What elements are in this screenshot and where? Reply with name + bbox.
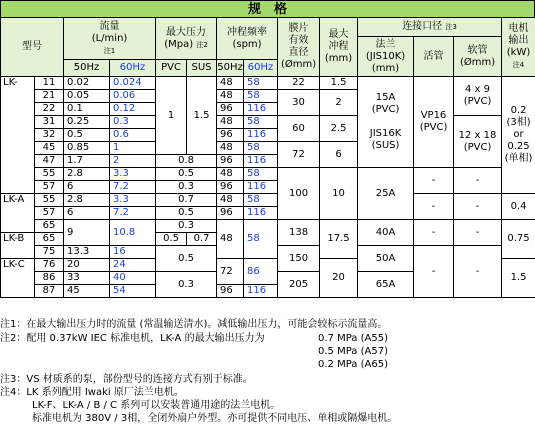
flow-60: 2 xyxy=(110,155,156,168)
flow-50: 2.8 xyxy=(64,168,110,181)
motor-cell: 0.4 xyxy=(502,194,535,220)
diaphragm-cell: 30 xyxy=(278,90,320,116)
spm-50: 96 xyxy=(217,181,244,194)
hose-cell: - xyxy=(454,220,502,246)
spm-50: 96 xyxy=(217,207,244,220)
model-cell: 86 xyxy=(35,272,64,285)
model-cell: 65 xyxy=(35,220,64,233)
model-cell: 55 xyxy=(35,168,64,181)
note-2: 注2：配用 0.37kW IEC 标准电机，LK-A 的最大输出压力为 xyxy=(0,332,265,345)
flow-60: 3.3 xyxy=(110,168,156,181)
stroke-cell: 2 xyxy=(320,90,358,116)
header-max-stroke: 最大 冲程 (mm) xyxy=(320,18,358,77)
header-motor: 电机 输出 (kW) 注4 xyxy=(502,18,535,77)
pressure-cell: 0.5 xyxy=(156,168,217,181)
note-3: 注3：VS 材质系的泵，部份型号的连接方式有别于标准。 xyxy=(0,373,253,386)
hose-cell: 12 x 18 (PVC) xyxy=(454,116,502,168)
header-flow-60hz: 60Hz xyxy=(110,60,156,77)
spm-50: 48 xyxy=(217,168,244,181)
stroke-cell: 17.5 xyxy=(320,220,358,259)
flange-cell: 40A xyxy=(358,220,414,246)
hose-cell: - xyxy=(454,194,502,220)
spec-table xyxy=(0,17,535,298)
model-cell: 21 xyxy=(35,90,64,103)
table-row xyxy=(1,77,535,90)
stroke-cell: 10 xyxy=(320,168,358,220)
flow-60: 16 xyxy=(110,246,156,259)
spm-60: 58 xyxy=(244,116,278,129)
header-pvc: PVC xyxy=(156,60,187,77)
pressure-pvc: 0.5 xyxy=(156,233,187,246)
spm-60: 58 xyxy=(244,90,278,103)
spm-60: 116 xyxy=(244,129,278,142)
flange-cell: 65A xyxy=(358,272,414,298)
spec-title-bar xyxy=(0,0,535,18)
flow-60: 0.3 xyxy=(110,116,156,129)
header-hose: 软管 (Ømm) xyxy=(454,37,502,77)
model-cell: 75 xyxy=(35,246,64,259)
flow-60: 3.3 xyxy=(110,194,156,207)
model-cell: 57 xyxy=(35,207,64,220)
header-spm-50hz: 50Hz xyxy=(217,60,244,77)
hose-cell: - xyxy=(454,168,502,194)
flow-60: 0.024 xyxy=(110,77,156,90)
flow-60: 0.12 xyxy=(110,103,156,116)
group-lka: LK-A xyxy=(1,194,35,233)
flow-60: 24 xyxy=(110,259,156,272)
flange-cell: 15A (PVC) JIS16K (SUS) xyxy=(358,77,414,168)
flow-50: 6 xyxy=(64,181,110,194)
flange-cell: 50A xyxy=(358,246,414,272)
pressure-cell: 0.5 xyxy=(156,207,217,220)
model-cell: 11 xyxy=(35,77,64,90)
diaphragm-cell: 100 xyxy=(278,168,320,220)
group-lkb: LK-B xyxy=(1,233,35,259)
flow-50: 1.7 xyxy=(64,155,110,168)
flow-60: 1 xyxy=(110,142,156,155)
spm-50: 48 xyxy=(217,90,244,103)
motor-cell: 0.75 xyxy=(502,220,535,259)
header-stroke-freq: 冲程频率 (spm) xyxy=(217,18,278,60)
flow-60: 7.2 xyxy=(110,207,156,220)
spm-50: 48 xyxy=(217,194,244,207)
socket-cell: VP16 (PVC) xyxy=(414,77,454,168)
spm-60: 58 xyxy=(244,168,278,181)
model-cell: 31 xyxy=(35,116,64,129)
spm-50: 96 xyxy=(217,155,244,168)
diaphragm-cell: 150 xyxy=(278,246,320,272)
stroke-cell: 1.5 xyxy=(320,77,358,90)
header-flange: 法兰 (JIS10K) (mm) xyxy=(358,37,414,77)
model-cell: 32 xyxy=(35,129,64,142)
spm-50: 48 xyxy=(217,116,244,129)
model-cell: 76 xyxy=(35,259,64,272)
spm-50: 48 xyxy=(217,77,244,90)
note-2-a65: 0.2 MPa (A65) xyxy=(318,358,388,371)
header-pressure: 最大压力 (Mpa) 注2 xyxy=(156,18,217,60)
diaphragm-cell: 138 xyxy=(278,220,320,246)
note-4-a: LK-F、LK-A / B / C 系列可以安装普通用途的法兰电机。 xyxy=(32,399,280,412)
spm-60: 58 xyxy=(244,142,278,155)
pressure-sus: 0.7 xyxy=(187,233,217,246)
pressure-cell: 0.7 xyxy=(156,194,217,207)
pressure-pvc: 1 xyxy=(156,77,187,155)
flow-50: 9 xyxy=(64,220,110,246)
table-row xyxy=(1,116,535,129)
header-flow-50hz: 50Hz xyxy=(64,60,110,77)
spm-50: 96 xyxy=(217,285,244,298)
spm-50: 72 xyxy=(217,259,244,285)
pressure-cell: 0.3 xyxy=(156,181,217,194)
hose-cell: - xyxy=(454,246,502,298)
spm-50: 48 xyxy=(217,142,244,155)
spm-60: 86 xyxy=(244,259,278,285)
note-2-a57: 0.5 MPa (A57) xyxy=(318,345,388,358)
diaphragm-cell: 60 xyxy=(278,116,320,142)
model-cell: 55 xyxy=(35,194,64,207)
hose-cell: 4 x 9 (PVC) xyxy=(454,77,502,116)
spm-60: 116 xyxy=(244,155,278,168)
flow-60: 0.6 xyxy=(110,129,156,142)
note-4: 注4：LK 系列配用 Iwaki 原厂法兰电机。 xyxy=(0,386,184,399)
model-cell: 45 xyxy=(35,142,64,155)
pressure-cell: 0.3 xyxy=(156,272,217,298)
note-2-a55: 0.7 MPa (A55) xyxy=(318,332,388,345)
diaphragm-cell: 72 xyxy=(278,142,320,168)
spm-50: 96 xyxy=(217,103,244,116)
stroke-cell: 20 xyxy=(320,259,358,298)
socket-cell: - xyxy=(414,246,454,298)
note-1: 注1：在最大输出压力时的流量 (常温输送清水)。减低输出压力，可能会较标示流量高。 xyxy=(0,318,387,331)
spm-60: 58 xyxy=(244,194,278,207)
header-sus: SUS xyxy=(187,60,217,77)
flow-60: 7.2 xyxy=(110,181,156,194)
spm-60: 116 xyxy=(244,181,278,194)
socket-cell: - xyxy=(414,220,454,246)
spm-60: 116 xyxy=(244,285,278,298)
flow-50: 13.3 xyxy=(64,246,110,259)
group-lkc: LK-C xyxy=(1,259,35,298)
flow-60: 54 xyxy=(110,285,156,298)
spec-title: 规 格 xyxy=(248,2,287,17)
group-lk: LK- xyxy=(1,77,35,194)
header-model: 型号 xyxy=(1,18,64,77)
model-cell: 22 xyxy=(35,103,64,116)
motor-cell: 1.5 xyxy=(502,259,535,298)
diaphragm-cell: 22 xyxy=(278,77,320,90)
flow-60: 0.06 xyxy=(110,90,156,103)
stroke-cell: 6 xyxy=(320,142,358,168)
spm-60: 116 xyxy=(244,103,278,116)
header-spm-60hz: 60Hz xyxy=(244,60,278,77)
header-socket: 活管 xyxy=(414,37,454,77)
flow-50: 45 xyxy=(64,285,110,298)
socket-cell: - xyxy=(414,168,454,194)
flow-50: 2.8 xyxy=(64,194,110,207)
pressure-cell: 0.8 xyxy=(156,155,217,168)
table-row xyxy=(1,220,535,233)
motor-cell: 0.2 (3相) or 0.25 (单相) xyxy=(502,77,535,194)
flow-50: 0.85 xyxy=(64,142,110,155)
model-cell: 87 xyxy=(35,285,64,298)
flow-50: 20 xyxy=(64,259,110,272)
pressure-cell: 0.3 xyxy=(156,220,217,233)
flow-50: 6 xyxy=(64,207,110,220)
flow-60: 10.8 xyxy=(110,220,156,246)
header-diaphragm: 膜片 有效 直径 (Ømm) xyxy=(278,18,320,77)
diaphragm-cell: 205 xyxy=(278,272,320,298)
pressure-cell: 0.5 xyxy=(156,246,217,272)
spm-50: 96 xyxy=(217,129,244,142)
stroke-cell: 2.5 xyxy=(320,116,358,142)
flow-50: 0.05 xyxy=(64,90,110,103)
spm-60: 58 xyxy=(244,220,278,259)
table-row xyxy=(1,194,535,207)
flow-50: 0.1 xyxy=(64,103,110,116)
spm-60: 116 xyxy=(244,207,278,220)
flow-50: 33 xyxy=(64,272,110,285)
flow-50: 0.25 xyxy=(64,116,110,129)
socket-cell: - xyxy=(414,194,454,220)
flow-50: 0.5 xyxy=(64,129,110,142)
flow-60: 40 xyxy=(110,272,156,285)
flange-cell: 25A xyxy=(358,168,414,220)
pressure-sus: 1.5 xyxy=(187,77,217,155)
model-cell: 47 xyxy=(35,155,64,168)
spm-60: 58 xyxy=(244,77,278,90)
flow-50: 0.02 xyxy=(64,77,110,90)
header-connection: 连接口径 注3 xyxy=(358,18,502,37)
header-flow: 流量 (L/min) 注1 xyxy=(64,18,156,60)
model-cell: 57 xyxy=(35,181,64,194)
spm-50: 48 xyxy=(217,220,244,259)
table-row xyxy=(1,168,535,181)
note-4-b: 标准电机为 380V / 3相，全闭外扇户外型。亦可提供不同电压、单相或隔爆电机。 xyxy=(32,412,397,425)
model-cell: 65 xyxy=(35,233,64,246)
